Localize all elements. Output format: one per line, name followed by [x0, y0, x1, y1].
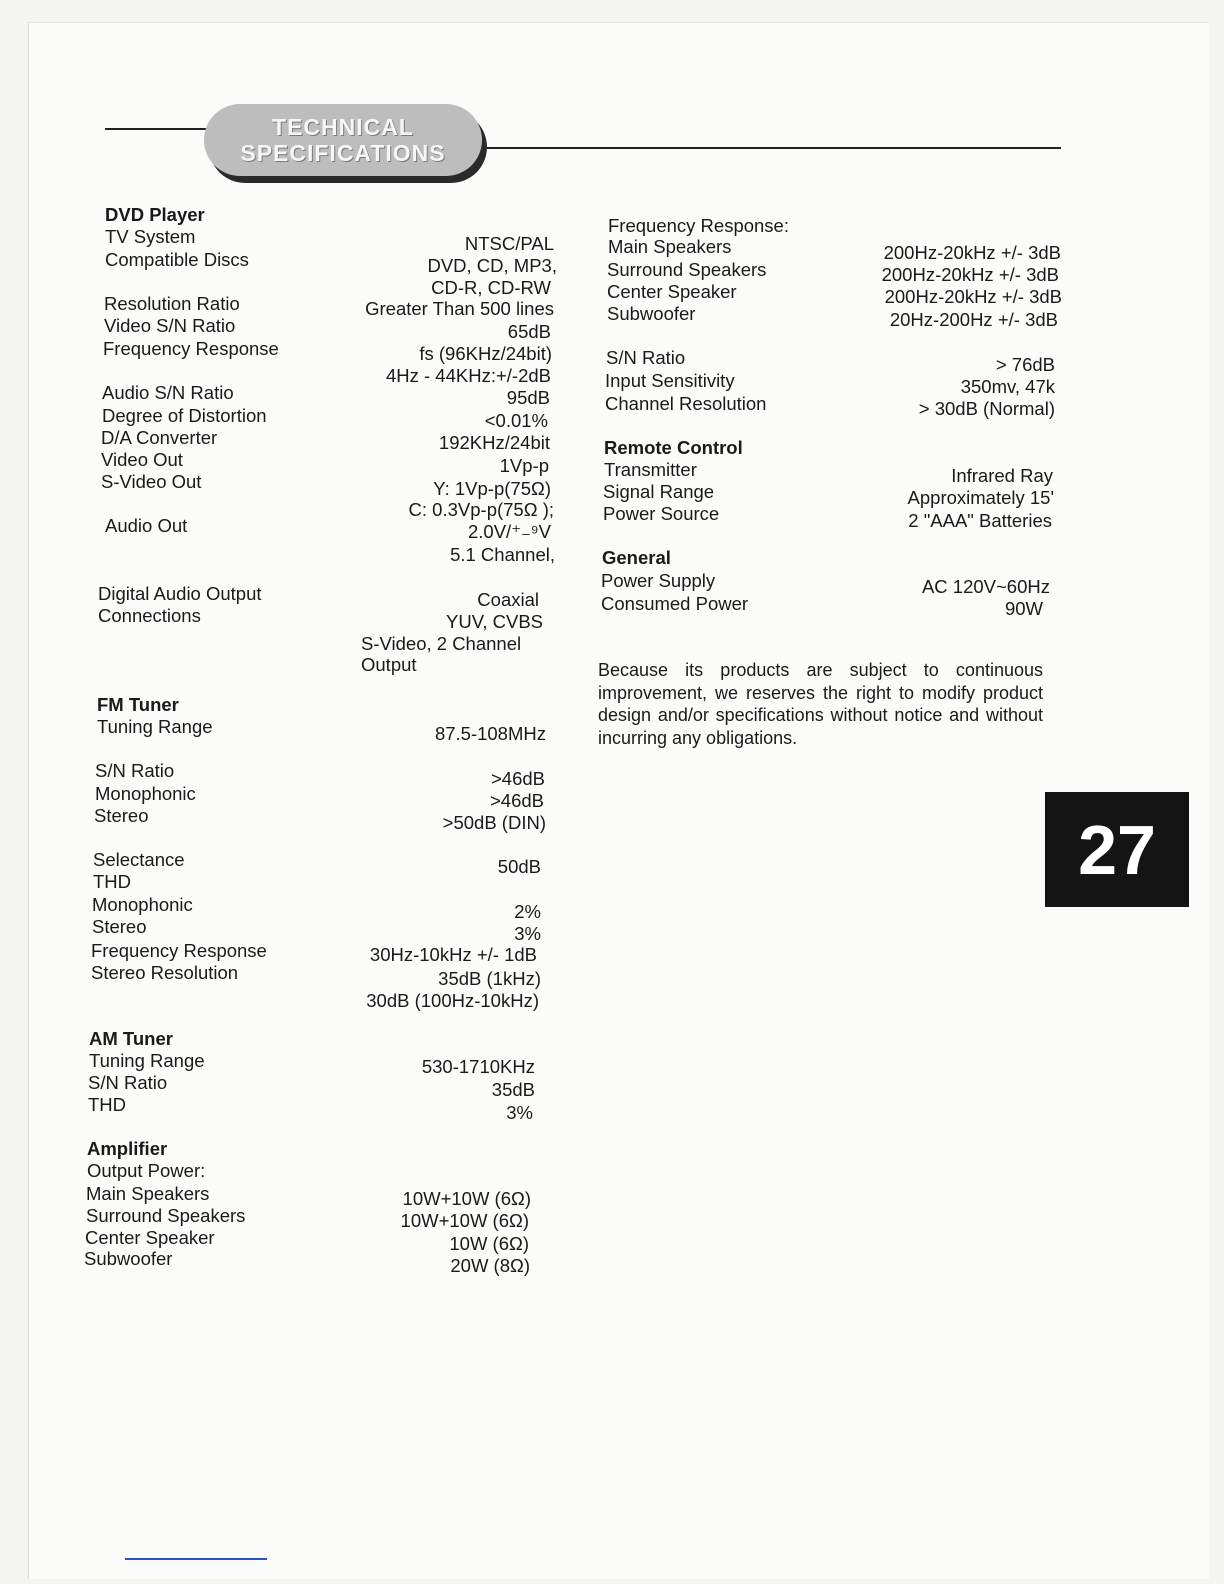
fm-selectance-label: Selectance	[93, 849, 185, 870]
dvd-freq-response-label: Frequency Response	[103, 338, 279, 359]
tv-system-label: TV System	[105, 226, 196, 247]
digital-audio-label: Digital Audio Output	[98, 583, 262, 604]
connections-value-3: Output	[361, 654, 417, 675]
audio-sn-label: Audio S/N Ratio	[102, 382, 234, 403]
consumed-power-value: 90W	[1004, 598, 1043, 619]
dvd-freq-response-value-2: 4Hz - 44KHz:+/-2dB	[385, 365, 551, 386]
rc-center-value: 200Hz-20kHz +/- 3dB	[884, 286, 1062, 307]
rc-channel-res-value: > 30dB (Normal)	[918, 398, 1055, 419]
amplifier-heading: Amplifier	[87, 1138, 168, 1159]
rc-sn-value: > 76dB	[995, 354, 1055, 375]
fm-stereo-resolution-value-2: 30dB (100Hz-10kHz)	[366, 990, 539, 1011]
rc-transmitter-value: Infrared Ray	[951, 465, 1053, 486]
fm-stereo-label: Stereo	[94, 805, 149, 826]
distortion-label: Degree of Distortion	[102, 405, 267, 426]
rc-power-source-value: 2 "AAA" Batteries	[908, 510, 1052, 531]
compatible-discs-label: Compatible Discs	[105, 249, 249, 270]
svideo-out-label: S-Video Out	[101, 471, 202, 492]
audio-sn-value: 95dB	[506, 387, 550, 408]
fm-mono-label: Monophonic	[95, 783, 196, 804]
rc-signal-range-label: Signal Range	[603, 481, 715, 502]
amp-surround-value: 10W+10W (6Ω)	[400, 1210, 529, 1231]
fm-stereo-resolution-label: Stereo Resolution	[91, 962, 239, 983]
power-supply-label: Power Supply	[601, 570, 716, 591]
rc-input-sens-value: 350mv, 47k	[960, 376, 1055, 397]
fm-thd-mono-label: Monophonic	[92, 894, 193, 915]
rc-sub-value: 20Hz-200Hz +/- 3dB	[889, 309, 1058, 330]
fm-tuning-range-label: Tuning Range	[97, 716, 213, 737]
fm-sn-label: S/N Ratio	[95, 760, 175, 781]
dvd-player-heading: DVD Player	[105, 204, 205, 225]
fm-stereo-value: >50dB (DIN)	[442, 812, 546, 833]
rc-main-value: 200Hz-20kHz +/- 3dB	[883, 242, 1061, 263]
fm-thd-stereo-label: Stereo	[92, 916, 147, 937]
da-converter-label: D/A Converter	[101, 427, 218, 448]
amp-surround-label: Surround Speakers	[86, 1205, 246, 1226]
rc-channel-res-label: Channel Resolution	[605, 393, 767, 414]
fm-thd-mono-value: 2%	[514, 901, 541, 922]
audio-out-label: Audio Out	[105, 515, 188, 536]
svideo-out-value-1: Y: 1Vp-p(75Ω)	[433, 478, 551, 499]
audio-out-value-2: 5.1 Channel,	[450, 544, 555, 565]
rc-signal-range-value: Approximately 15'	[907, 487, 1054, 508]
svideo-out-value-2: C: 0.3Vp-p(75Ω );	[408, 499, 554, 520]
fm-freq-response-value: 30Hz-10kHz +/- 1dB	[369, 944, 537, 965]
header-rule-right	[476, 147, 1061, 149]
distortion-value: <0.01%	[484, 410, 548, 431]
amp-sub-label: Subwoofer	[84, 1248, 173, 1269]
fm-selectance-value: 50dB	[497, 856, 541, 877]
am-tuning-range-value: 530-1710KHz	[421, 1056, 535, 1077]
video-out-value: 1Vp-p	[499, 455, 549, 476]
page-number-tab	[1045, 792, 1189, 907]
rc-transmitter-label: Transmitter	[604, 459, 697, 480]
am-tuner-heading: AM Tuner	[89, 1028, 173, 1049]
rc-surround-label: Surround Speakers	[607, 259, 767, 280]
rc-sub-label: Subwoofer	[607, 303, 696, 324]
connections-label: Connections	[98, 605, 201, 626]
power-supply-value: AC 120V~60Hz	[921, 576, 1050, 597]
video-sn-value: 65dB	[507, 321, 551, 342]
footer-rule	[125, 1558, 267, 1560]
am-tuning-range-label: Tuning Range	[89, 1050, 205, 1071]
title-line-1: TECHNICAL	[272, 114, 414, 140]
disclaimer-paragraph: Because its products are subject to continuous improvement, we reserves the right to modify product design and/or specifications without notice and without incurring any obligations.	[598, 660, 1043, 748]
amp-sub-value: 20W (8Ω)	[450, 1255, 530, 1276]
rc-surround-value: 200Hz-20kHz +/- 3dB	[881, 264, 1059, 285]
compatible-discs-value-1: DVD, CD, MP3,	[427, 255, 557, 276]
amp-center-label: Center Speaker	[85, 1227, 215, 1248]
title-line-2: SPECIFICATIONS	[240, 140, 446, 166]
tv-system-value: NTSC/PAL	[464, 233, 554, 254]
fm-mono-value: >46dB	[489, 790, 544, 811]
am-thd-label: THD	[88, 1094, 127, 1115]
header-rule-left	[105, 128, 215, 130]
rc-sn-label: S/N Ratio	[606, 347, 686, 368]
am-thd-value: 3%	[506, 1102, 533, 1123]
consumed-power-label: Consumed Power	[601, 593, 749, 614]
resolution-ratio-label: Resolution Ratio	[104, 293, 240, 314]
dvd-freq-response-value-1: fs (96KHz/24bit)	[419, 343, 552, 364]
am-sn-label: S/N Ratio	[88, 1072, 168, 1093]
fm-thd-stereo-value: 3%	[514, 923, 541, 944]
rc-power-source-label: Power Source	[603, 503, 720, 524]
video-sn-label: Video S/N Ratio	[104, 315, 236, 336]
general-heading: General	[602, 547, 671, 568]
am-sn-value: 35dB	[491, 1079, 535, 1100]
fm-freq-response-label: Frequency Response	[91, 940, 267, 961]
remote-control-heading: Remote Control	[604, 437, 743, 458]
amp-main-label: Main Speakers	[86, 1183, 210, 1204]
fm-stereo-resolution-value-1: 35dB (1kHz)	[438, 968, 541, 989]
amp-main-value: 10W+10W (6Ω)	[402, 1188, 531, 1209]
page-number: 27	[1078, 810, 1156, 889]
fm-sn-value: >46dB	[490, 768, 545, 789]
da-converter-value: 192KHz/24bit	[438, 432, 550, 453]
rc-center-label: Center Speaker	[607, 281, 737, 302]
fm-tuner-heading: FM Tuner	[97, 694, 179, 715]
rc-input-sens-label: Input Sensitivity	[605, 370, 735, 391]
section-title-badge	[204, 104, 482, 176]
rc-freq-response-label: Frequency Response:	[608, 215, 789, 236]
digital-audio-value: Coaxial	[477, 589, 539, 610]
rc-main-label: Main Speakers	[608, 236, 732, 257]
video-out-label: Video Out	[101, 449, 183, 470]
compatible-discs-value-2: CD-R, CD-RW	[431, 277, 551, 298]
amp-output-power-label: Output Power:	[87, 1160, 206, 1181]
connections-value-1: YUV, CVBS	[446, 611, 543, 632]
connections-value-2: S-Video, 2 Channel	[361, 633, 522, 654]
resolution-ratio-value: Greater Than 500 lines	[365, 298, 554, 319]
amp-center-value: 10W (6Ω)	[449, 1233, 529, 1254]
audio-out-value-1: 2.0V/⁺₋⁹V	[468, 521, 551, 542]
fm-thd-label: THD	[93, 871, 132, 892]
fm-tuning-range-value: 87.5-108MHz	[434, 723, 546, 744]
